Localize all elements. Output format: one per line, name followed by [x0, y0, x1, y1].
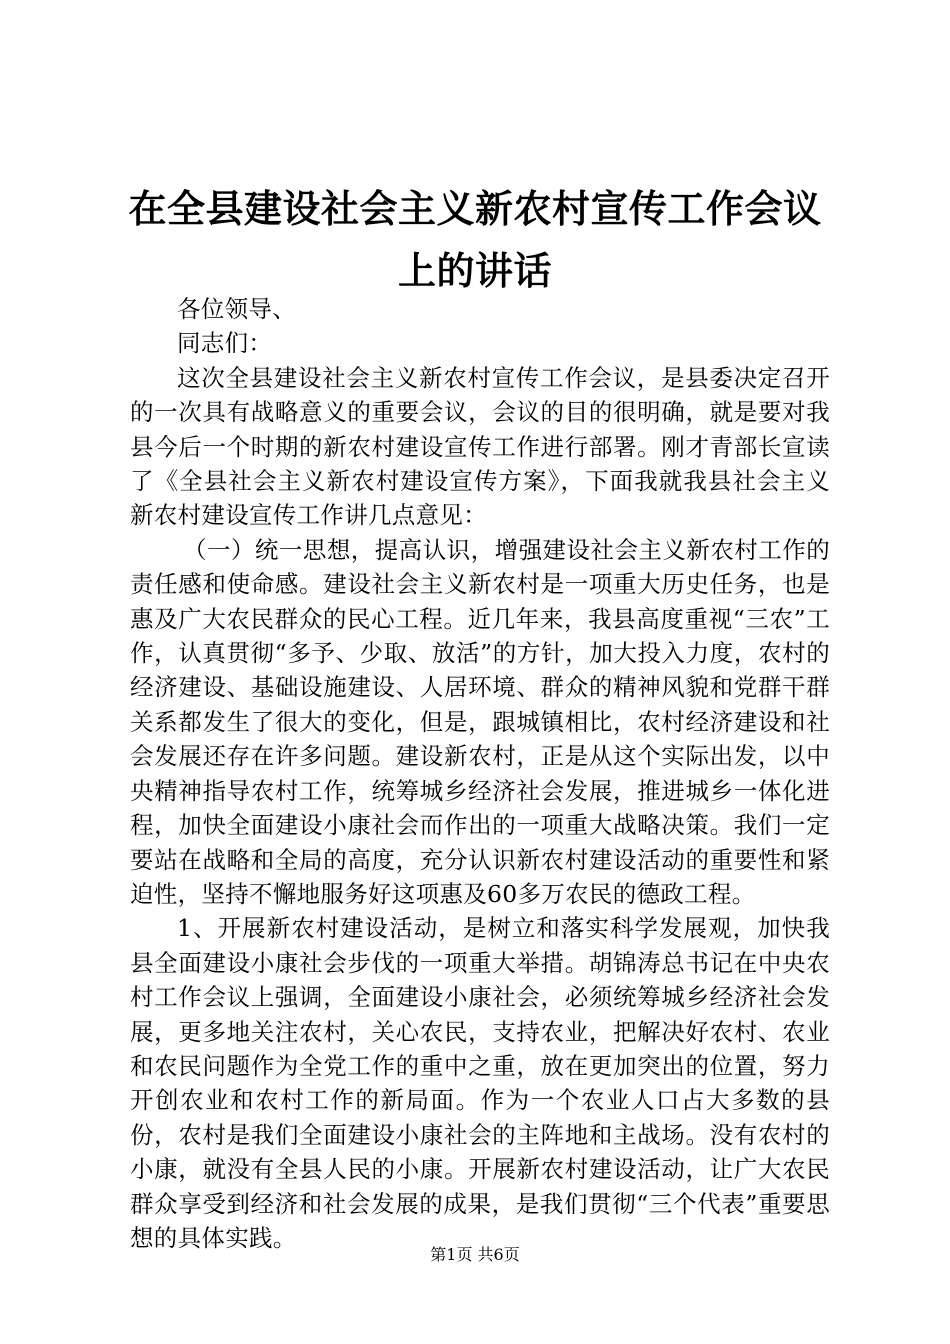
- salutation-leaders: 各位领导、: [177, 295, 296, 323]
- paragraph-intro: 这次全县建设社会主义新农村宣传工作会议，是县委决定召开的一次具有战略意义的重要会议，会议的目的很明确，就是要对我县今后一个时期的新农村建设宣传工作进行部署。刚才青部长宣读了《全县社会主义新农村建设宣传方案》，下面我就我县社会主义新农村建设宣传工作讲几点意见：: [130, 363, 830, 530]
- page-footer: 第1页 共6页: [430, 1245, 520, 1264]
- paragraph-point-one: 1、开展新农村建设活动，是树立和落实科学发展观，加快我县全面建设小康社会步伐的一项重大举措。胡锦涛总书记在中央农村工作会议上强调，全面建设小康社会，必须统筹城乡经济社会发展，更多地关注农村，关心农民，支持农业，把解决好农村、农业和农民问题作为全党工作的重中之重，放在更加突出的位置，努力开创农业和农村工作的新局面。作为一个农业人口占大多数的县份，农村是我们全面建设小康社会的主阵地和主战场。没有农村的小康，就没有全县人民的小康。开展新农村建设活动，让广大农民群众享受到经济和社会发展的成果，是我们贯彻“三个代表”重要思想的具体实践。: [130, 914, 830, 1252]
- salutation-comrades: 同志们：: [177, 329, 273, 358]
- paragraph-section-one: （一）统一思想，提高认识，增强建设社会主义新农村工作的责任感和使命感。建设社会主义新农村是一项重大历史任务，也是惠及广大农民群众的民心工程。近几年来，我县高度重视“三农”工作，认真贯彻“多予、少取、放活”的方针，加大投入力度，农村的经济建设、基础设施建设、人居环境、群众的精神风貌和党群干群关系都发生了很大的变化，但是，跟城镇相比，农村经济建设和社会发展还存在许多问题。建设新农村，正是从这个实际出发，以中央精神指导农村工作，统筹城乡经济社会发展，推进城乡一体化进程，加快全面建设小康社会而作出的一项重大战略决策。我们一定要站在战略和全局的高度，充分认识新农村建设活动的重要性和紧迫性，坚持不懈地服务好这项惠及60多万农民的德政工程。: [130, 535, 830, 908]
- document-body: [130, 292, 830, 1255]
- document-title: 在全县建设社会主义新农村宣传工作会议上的讲话: [128, 186, 822, 293]
